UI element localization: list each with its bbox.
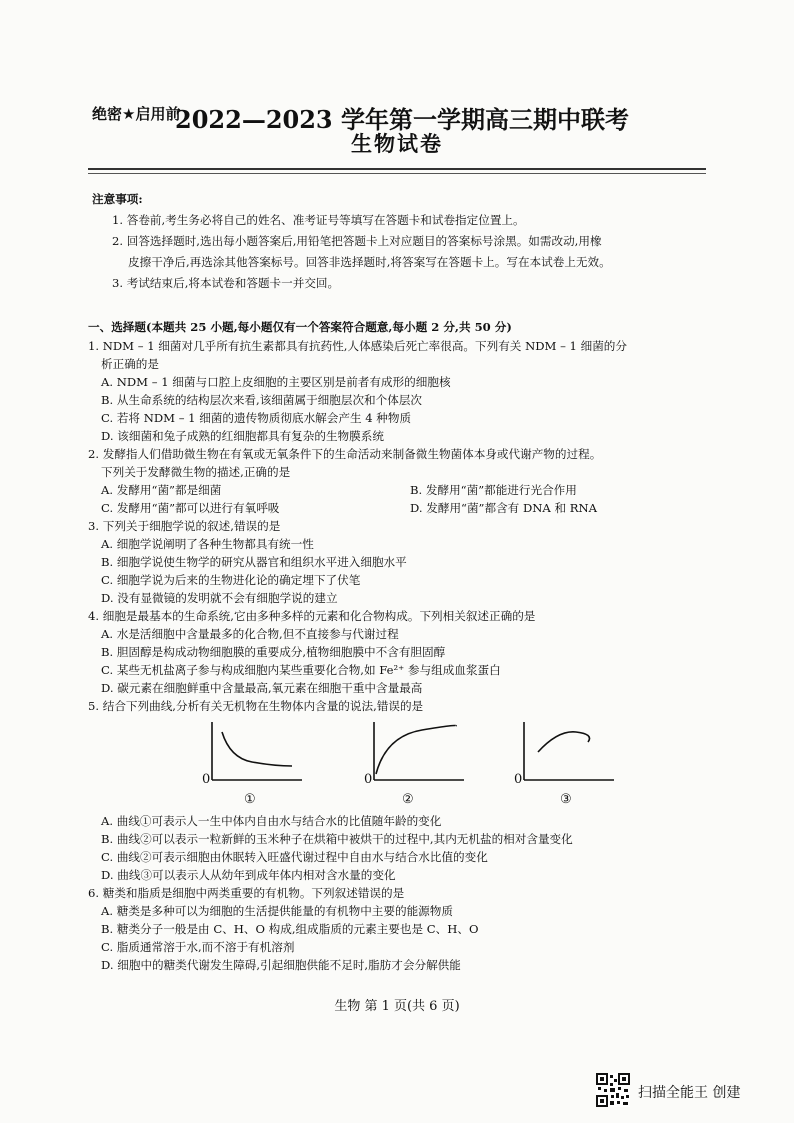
graph-label-3: ③ — [560, 792, 572, 807]
curve-graph-2 — [366, 718, 466, 808]
option: A. 曲线①可表示人一生中体内自由水与结合水的比值随年龄的变化 — [101, 814, 442, 828]
question-stem: 4. 细胞是最基本的生命系统,它由多种多样的元素和化合物构成。下列相关叙述正确的是 — [88, 609, 536, 623]
header-divider-thin — [88, 173, 706, 174]
option: A. 水是活细胞中含量最多的化合物,但不直接参与代谢过程 — [101, 627, 399, 641]
notes-heading: 注意事项: — [92, 192, 143, 206]
option: C. 细胞学说为后来的生物进化论的确定埋下了伏笔 — [101, 573, 361, 587]
graph-origin: 0 — [202, 772, 211, 787]
option: D. 该细菌和兔子成熟的红细胞都具有复杂的生物膜系统 — [101, 429, 384, 443]
graph-label-2: ② — [402, 792, 414, 807]
qr-code-icon — [596, 1073, 630, 1107]
question-stem: 2. 发酵指人们借助微生物在有氧或无氧条件下的生命活动来制备微生物菌体本身或代谢产物的过程。 — [88, 447, 602, 461]
option: C. 若将 NDM – 1 细菌的遗传物质彻底水解会产生 4 种物质 — [101, 411, 412, 425]
option: D. 没有显微镜的发明就不会有细胞学说的建立 — [101, 591, 338, 605]
question-stem: 下列关于发酵微生物的描述,正确的是 — [101, 465, 291, 479]
option: D. 碳元素在细胞鲜重中含量最高,氧元素在细胞干重中含量最高 — [101, 681, 423, 695]
confidential-label: 绝密★启用前 — [92, 105, 181, 123]
graph-origin: 0 — [364, 772, 373, 787]
option: C. 脂质通常溶于水,而不溶于有机溶剂 — [101, 940, 295, 954]
option: A. 细胞学说阐明了各种生物都具有统一性 — [101, 537, 314, 551]
option: B. 发酵用“菌”都能进行光合作用 — [410, 483, 577, 497]
question-stem: 5. 结合下列曲线,分析有关无机物在生物体内含量的说法,错误的是 — [88, 699, 424, 713]
option: D. 曲线③可以表示人从幼年到成年体内相对含水量的变化 — [101, 868, 396, 882]
option: B. 细胞学说使生物学的研究从器官和组织水平进入细胞水平 — [101, 555, 407, 569]
note-item: 2. 回答选择题时,选出每小题答案后,用铅笔把答题卡上对应题目的答案标号涂黑。如需改动,用橡 — [112, 234, 602, 248]
graph-label-1: ① — [244, 792, 256, 807]
exam-title: 2022—2023 学年第一学期高三期中联考 — [175, 105, 629, 134]
curve-1 — [222, 732, 292, 766]
header-divider — [88, 168, 706, 170]
section-heading: 一、选择题(本题共 25 小题,每小题仅有一个答案符合题意,每小题 2 分,共 50 分) — [88, 320, 512, 334]
option: C. 发酵用“菌”都可以进行有氧呼吸 — [101, 501, 280, 515]
note-item: 3. 考试结束后,将本试卷和答题卡一并交回。 — [112, 276, 340, 290]
question-stem: 1. NDM – 1 细菌对几乎所有抗生素都具有抗药性,人体感染后死亡率很高。下列有关 NDM – 1 细菌的分 — [88, 339, 627, 353]
exam-subtitle: 生物试卷 — [351, 132, 443, 156]
option: C. 曲线②可表示细胞由休眠转入旺盛代谢过程中自由水与结合水比值的变化 — [101, 850, 488, 864]
option: A. 发酵用“菌”都是细菌 — [101, 483, 222, 497]
option: D. 发酵用“菌”都含有 DNA 和 RNA — [410, 501, 597, 515]
option: B. 糖类分子一般是由 C、H、O 构成,组成脂质的元素主要也是 C、H、O — [101, 922, 479, 936]
option: D. 细胞中的糖类代谢发生障碍,引起细胞供能不足时,脂肪才会分解供能 — [101, 958, 461, 972]
note-item: 皮擦干净后,再选涂其他答案标号。回答非选择题时,将答案写在答题卡上。写在本试卷上无效。 — [128, 255, 611, 269]
option: B. 曲线②可以表示一粒新鲜的玉米种子在烘箱中被烘干的过程中,其内无机盐的相对含量变化 — [101, 832, 573, 846]
option: B. 从生命系统的结构层次来看,该细菌属于细胞层次和个体层次 — [101, 393, 423, 407]
option: A. NDM – 1 细菌与口腔上皮细胞的主要区别是前者有成形的细胞核 — [101, 375, 451, 389]
question-stem: 3. 下列关于细胞学说的叙述,错误的是 — [88, 519, 281, 533]
scanner-brand: 扫描全能王 创建 — [638, 1085, 741, 1101]
note-item: 1. 答卷前,考生务必将自己的姓名、准考证号等填写在答题卡和试卷指定位置上。 — [112, 213, 525, 227]
question-stem: 6. 糖类和脂质是细胞中两类重要的有机物。下列叙述错误的是 — [88, 886, 405, 900]
option: B. 胆固醇是构成动物细胞膜的重要成分,植物细胞膜中不含有胆固醇 — [101, 645, 446, 659]
question-stem: 析正确的是 — [101, 357, 159, 371]
graph-origin: 0 — [514, 772, 523, 787]
curve-2 — [376, 726, 456, 775]
page-footer: 生物 第 1 页(共 6 页) — [334, 999, 460, 1014]
option: C. 某些无机盐离子参与构成细胞内某些重要化合物,如 Fe²⁺ 参与组成血浆蛋白 — [101, 663, 501, 677]
option: A. 糖类是多种可以为细胞的生活提供能量的有机物中主要的能源物质 — [101, 904, 453, 918]
curve-3 — [538, 732, 590, 752]
